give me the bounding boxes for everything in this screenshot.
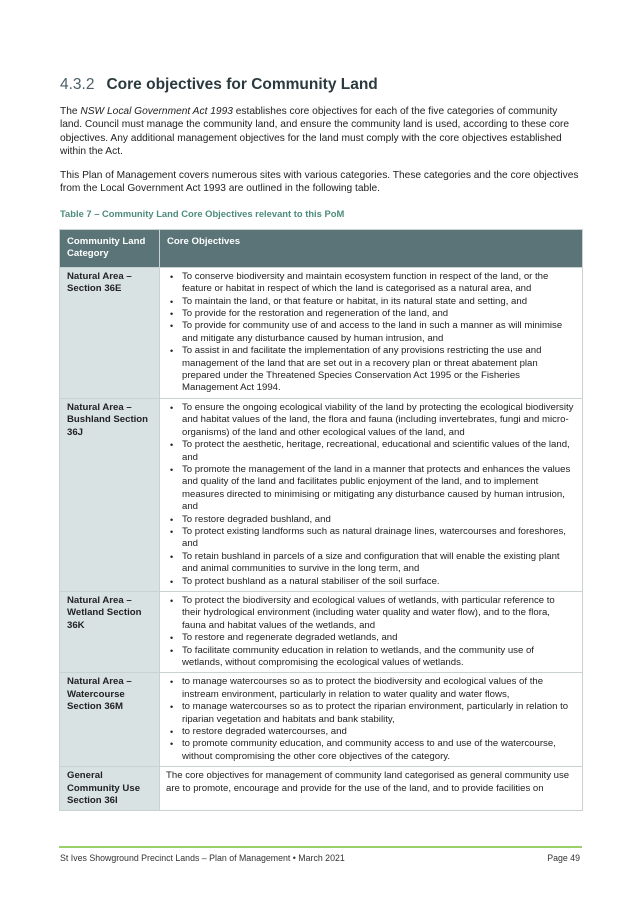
objective-item: • To protect existing landforms such as natural drainage lines, watercourses and foreshores, and: [166, 526, 576, 551]
objective-item: • to restore degraded watercourses, and: [166, 726, 576, 738]
objective-item: • To promote the management of the land in a manner that protects and enhances the values and quality of the land and facilitates public enjoyment of the land, and to implement measures directed to minimising or mitigating any disturbance caused by human intrusion, and: [166, 464, 576, 514]
objectives-cell: [160, 591, 583, 672]
table-header-row: [60, 230, 583, 268]
category-cell: Natural Area – Bushland Section 36J: [60, 398, 160, 591]
objective-item: • To retain bushland in parcels of a size and configuration that will enable the existing plant and animal communities to survive in the long term, and: [166, 551, 576, 576]
objectives-cell: [160, 267, 583, 398]
objective-item: • To ensure the ongoing ecological viability of the land by protecting the ecological biodiversity and habitat values of the land, the flora and fauna (including invertebrates, fungi and micro-organisms) of the land and other ecological values of the land, and: [166, 402, 576, 439]
objective-item: • To facilitate community education in relation to wetlands, and the community use of wetlands, without compromising the ecological values of wetlands.: [166, 645, 576, 670]
objective-item: • To provide for community use of and access to the land in such a manner as will minimise and mitigate any disturbance caused by human intrusion, and: [166, 320, 576, 345]
objective-item: • To assist in and facilitate the implementation of any provisions restricting the use and management of the land that are set out in a recovery plan or threat abatement plan prepared under the Threatened Species Conservation Act 1995 or the Fisheries Management Act 1994.: [166, 345, 576, 395]
act-name: NSW Local Government Act 1993: [80, 106, 233, 117]
intro-prefix: The: [60, 106, 81, 117]
objective-item: • To maintain the land, or that feature or habitat, in its natural state and setting, and: [166, 296, 576, 308]
plan-paragraph: This Plan of Management covers numerous sites with various categories. These categories and the core objectives from the Local Government Act 1993 are outlined in the following table.: [60, 170, 579, 195]
objective-item: • To protect the aesthetic, heritage, recreational, educational and scientific values of the land, and: [166, 439, 576, 464]
objectives-list: [166, 271, 576, 395]
table-row: [60, 591, 583, 672]
objectives-cell: [160, 673, 583, 767]
objective-item: • to manage watercourses so as to protect the biodiversity and ecological values of the instream environment, particularly in relation to water quality and water flows,: [166, 676, 576, 701]
objectives-cell: The core objectives for management of community land categorised as general community use are to promote, encourage and provide for the use of the land, and to provide facilities on: [160, 767, 583, 811]
category-cell: Natural Area – Section 36E: [60, 267, 160, 398]
objective-item: • To provide for the restoration and regeneration of the land, and: [166, 308, 576, 320]
table-caption: Table 7 – Community Land Core Objectives relevant to this PoM: [60, 208, 345, 219]
objectives-list: [166, 402, 576, 588]
intro-paragraph: [60, 105, 580, 159]
table-row: [60, 767, 583, 811]
objectives-list: [166, 595, 576, 669]
objective-item: • To protect bushland as a natural stabiliser of the soil surface.: [166, 576, 576, 588]
table-row: [60, 398, 583, 591]
objectives-list: [166, 676, 576, 763]
section-title: Core objectives for Community Land: [106, 76, 378, 93]
table-body: [60, 267, 583, 811]
objective-item: • To protect the biodiversity and ecological values of wetlands, with particular reference to their hydrological environment (including water quality and water flow), and to the flora, fauna and habitat values of the wetlands, and: [166, 595, 576, 632]
objectives-table: [59, 229, 583, 811]
table-row: [60, 673, 583, 767]
footer-divider: [59, 846, 582, 848]
objective-item: • to manage watercourses so as to protect the riparian environment, particularly in relation to riparian vegetation and habitats and bank stability,: [166, 701, 576, 726]
category-cell: General Community Use Section 36I: [60, 767, 160, 811]
objective-item: • To restore and regenerate degraded wetlands, and: [166, 632, 576, 644]
header-objectives: Core Objectives: [160, 230, 583, 268]
section-heading: [60, 76, 580, 94]
footer-page-number: Page 49: [547, 853, 580, 863]
objectives-cell: [160, 398, 583, 591]
objective-item: • To restore degraded bushland, and: [166, 514, 576, 526]
category-cell: Natural Area – Watercourse Section 36M: [60, 673, 160, 767]
footer-document-title: St Ives Showground Precinct Lands – Plan of Management • March 2021: [60, 853, 345, 863]
table-row: [60, 267, 583, 398]
section-number: 4.3.2: [60, 76, 95, 93]
objective-item: • to promote community education, and community access to and use of the watercourse, without compromising the other core objectives of the category.: [166, 738, 576, 763]
category-cell: Natural Area – Wetland Section 36K: [60, 591, 160, 672]
intro-rest: establishes core objectives for each of the five categories of community land. Council must manage the community land, and ensure the community land is used, according to these core objectives. Any additional management objectives for the land must comply with the core objectives established within the Act.: [60, 106, 570, 158]
header-category: Community Land Category: [60, 230, 160, 268]
objective-item: • To conserve biodiversity and maintain ecosystem function in respect of the land, or the feature or habitat in respect of which the land is categorised as a natural area, and: [166, 271, 576, 296]
